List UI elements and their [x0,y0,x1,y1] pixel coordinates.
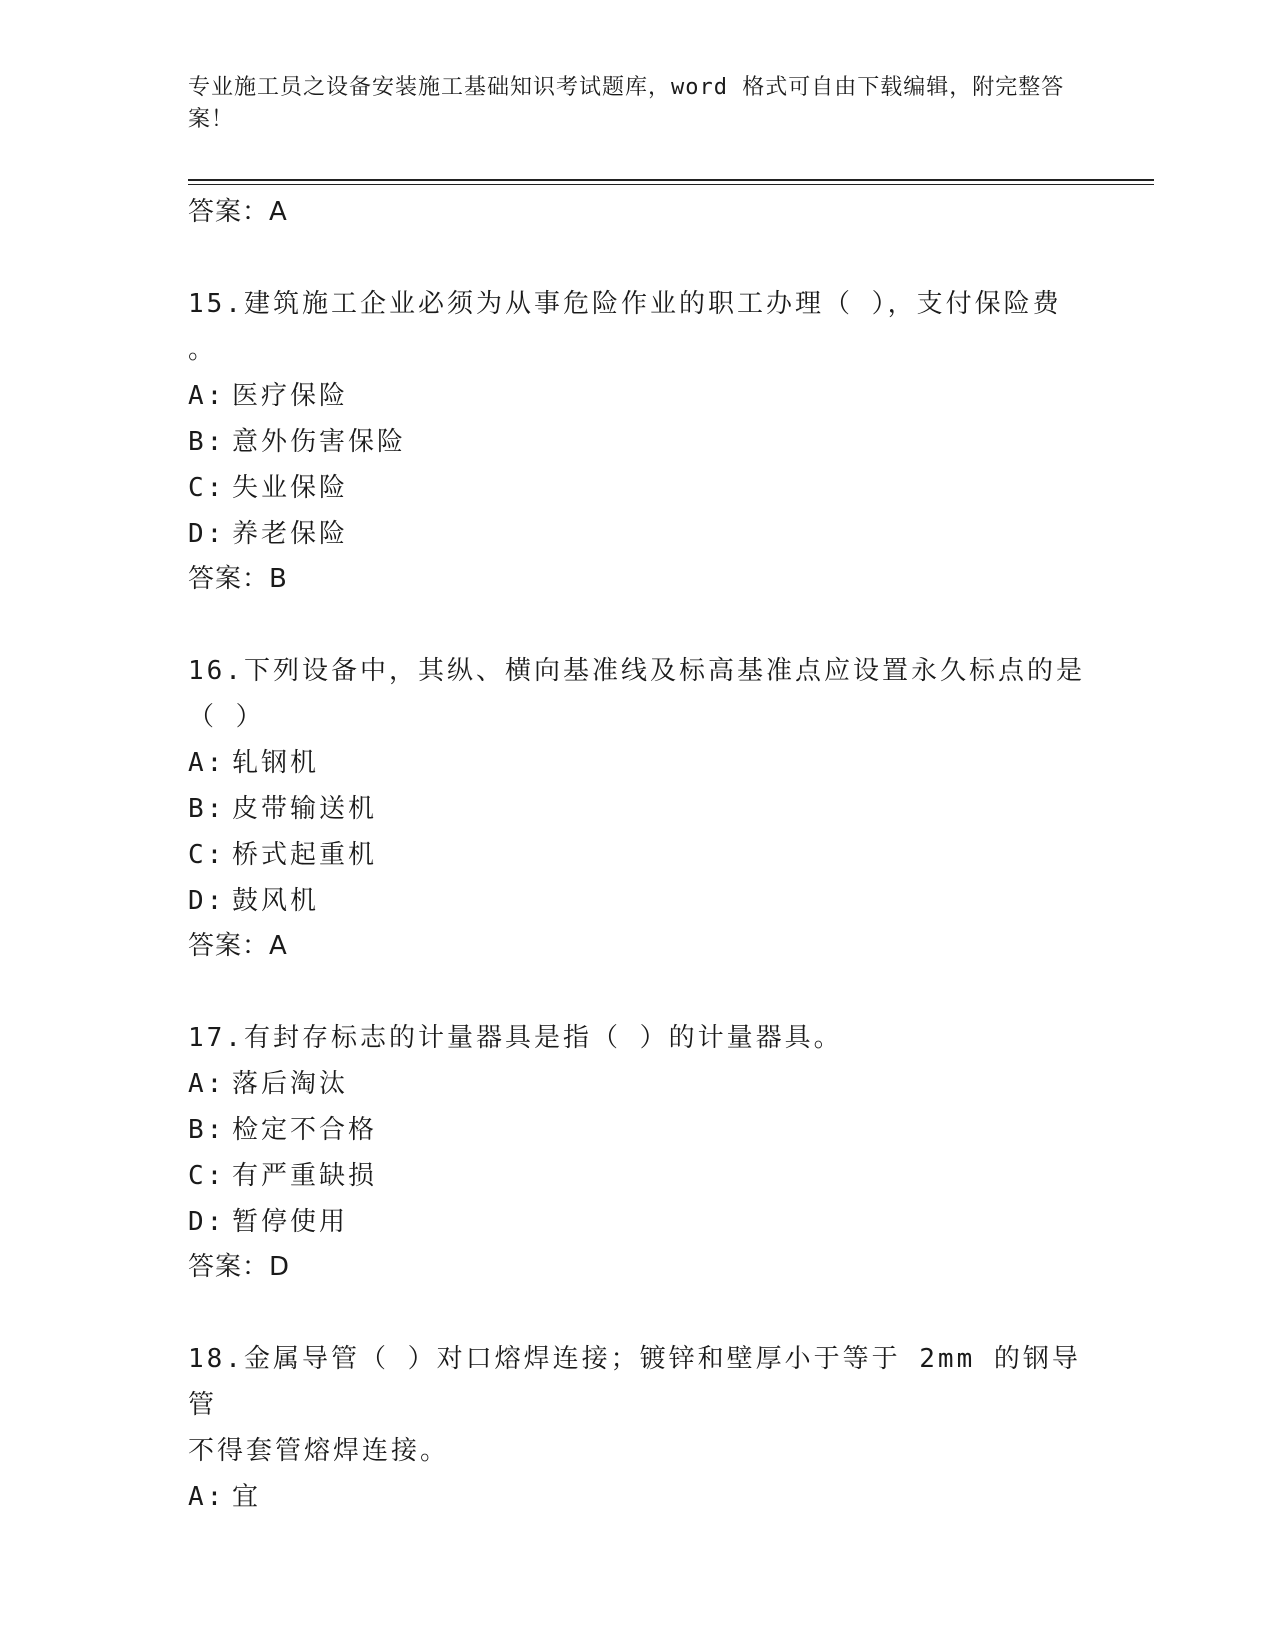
option-key: A: [188,1069,226,1099]
option-key: B: [188,427,226,457]
option-text: 皮带输送机 [232,794,378,824]
answer-line: 答案：D [188,1252,291,1282]
question-block [188,1336,1088,1520]
option-a [188,373,1088,419]
option-b [188,786,1088,832]
option-key: D: [188,1207,226,1237]
option-text: 鼓风机 [232,886,320,916]
question-stem: 18.金属导管（ ）对口熔焊连接；镀锌和壁厚小于等于 2mm 的钢导管 [188,1344,1081,1420]
question-stem: 15.建筑施工企业必须为从事危险作业的职工办理（ ），支付保险费 [188,289,1062,319]
option-text: 失业保险 [232,473,349,503]
option-d [188,511,1088,557]
question-stem: 17.有封存标志的计量器具是指（ ）的计量器具。 [188,1023,843,1053]
option-text: 宜 [232,1482,262,1512]
option-text: 暂停使用 [232,1207,349,1237]
document-header: 专业施工员之设备安装施工基础知识考试题库，word 格式可自由下载编辑，附完整答案！ [188,75,1065,132]
answer-line: 答案：A [188,931,288,961]
option-text: 落后淘汰 [232,1069,349,1099]
option-key: A: [188,381,226,411]
option-key: D: [188,886,226,916]
option-key: A: [188,748,226,778]
option-key: C: [188,1161,226,1191]
option-key: C: [188,473,226,503]
option-a [188,1061,1088,1107]
header-divider-thin [188,184,1154,185]
option-d [188,878,1088,924]
option-c [188,832,1088,878]
option-b [188,419,1088,465]
option-key: A: [188,1482,226,1512]
option-key: C: [188,840,226,870]
option-d [188,1199,1088,1245]
answer-line: 答案：A [188,197,288,227]
option-text: 养老保险 [232,519,349,549]
option-a [188,740,1088,786]
question-stem-continuation: 。 [188,335,218,365]
option-c [188,1153,1088,1199]
option-a [188,1474,1088,1520]
question-stem: 16.下列设备中，其纵、横向基准线及标高基准点应设置永久标点的是 [188,656,1085,686]
option-text: 有严重缺损 [232,1161,378,1191]
question-block [188,648,1088,968]
option-text: 轧钢机 [232,748,320,778]
header-divider-thick [188,179,1154,181]
question-list [188,190,1088,1520]
option-c [188,465,1088,511]
question-block [188,281,1088,601]
option-text: 桥式起重机 [232,840,378,870]
question-stem-continuation: 不得套管熔焊连接。 [188,1436,450,1466]
option-text: 检定不合格 [232,1115,378,1145]
question-block [188,1015,1088,1289]
question-stem-continuation: （ ） [188,702,265,732]
option-text: 医疗保险 [232,381,349,411]
answer-line: 答案：B [188,564,288,594]
option-b [188,1107,1088,1153]
option-key: B: [188,794,226,824]
option-key: D: [188,519,226,549]
option-text: 意外伤害保险 [232,427,407,457]
option-key: B: [188,1115,226,1145]
